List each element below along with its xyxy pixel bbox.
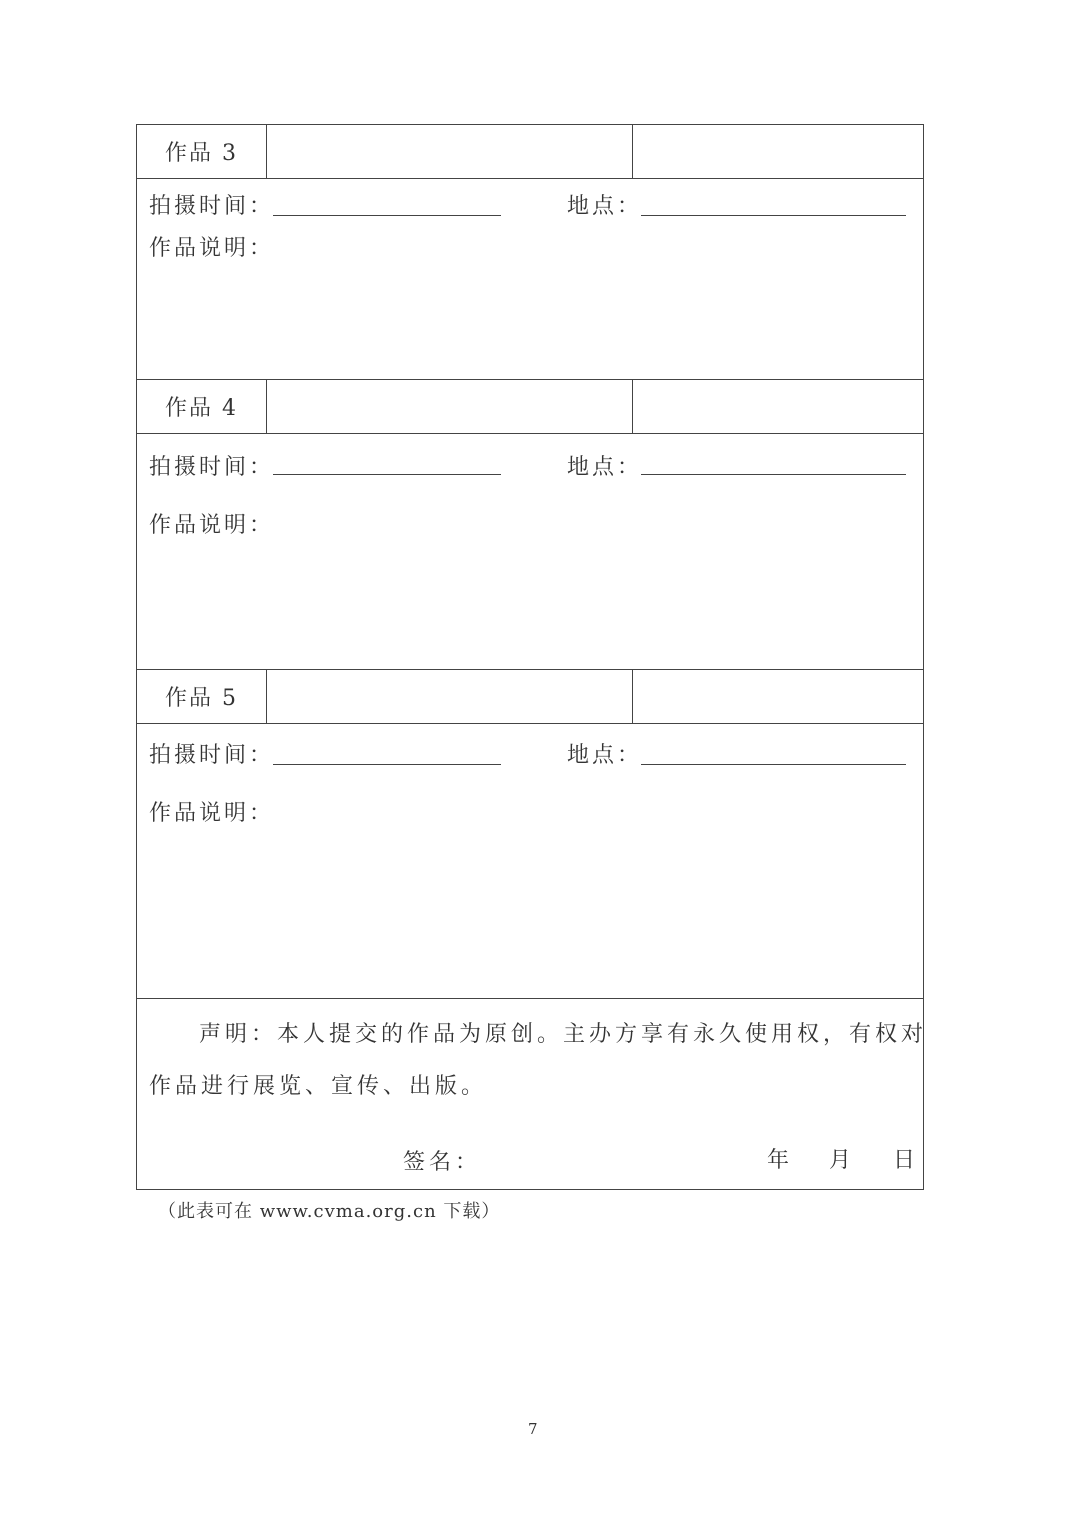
date-month-label: 月 [829,1148,856,1173]
work-header-row [137,670,923,724]
shoot-time-field[interactable] [273,764,501,765]
location-field[interactable] [641,764,906,765]
work-title: 作品 5 [137,670,267,723]
shoot-time-label: 拍摄时间： [149,455,275,480]
work-title-field[interactable] [267,380,633,433]
location-label: 地点： [567,455,643,480]
work-title-field[interactable] [267,670,633,723]
location-label: 地点： [567,743,643,768]
entry-form-table [136,124,928,1190]
date-year-label: 年 [767,1148,794,1173]
description-label: 作品说明： [149,801,275,826]
work-title: 作品 4 [137,380,267,433]
work-body [137,179,923,379]
date-day-label: 日 [893,1148,920,1173]
shoot-time-field[interactable] [273,215,501,216]
work-title: 作品 3 [137,125,267,178]
shoot-time-field[interactable] [273,474,501,475]
work-extra-field[interactable] [633,670,923,723]
page-number: 7 [528,1420,538,1438]
work-header-row [137,125,923,179]
work-extra-field[interactable] [633,125,923,178]
work-block-4 [137,380,923,670]
download-footnote: （此表可在 www.cvma.org.cn 下载） [158,1201,501,1222]
declaration-line-1: 声明：本人提交的作品为原创。主办方享有永久使用权，有权对 [199,1022,928,1047]
work-block-3 [137,125,923,380]
description-label: 作品说明： [149,513,275,538]
location-field[interactable] [641,474,906,475]
location-label: 地点： [567,194,643,219]
work-block-5 [137,670,923,999]
declaration-block [137,999,928,1189]
work-extra-field[interactable] [633,380,923,433]
shoot-time-label: 拍摄时间： [149,194,275,219]
work-title-field[interactable] [267,125,633,178]
signature-label: 签名： [403,1150,482,1175]
location-field[interactable] [641,215,906,216]
work-body [137,724,923,998]
description-label: 作品说明： [149,236,275,261]
declaration-line-2: 作品进行展览、宣传、出版。 [149,1074,488,1099]
work-header-row [137,380,923,434]
work-body [137,434,923,669]
shoot-time-label: 拍摄时间： [149,743,275,768]
